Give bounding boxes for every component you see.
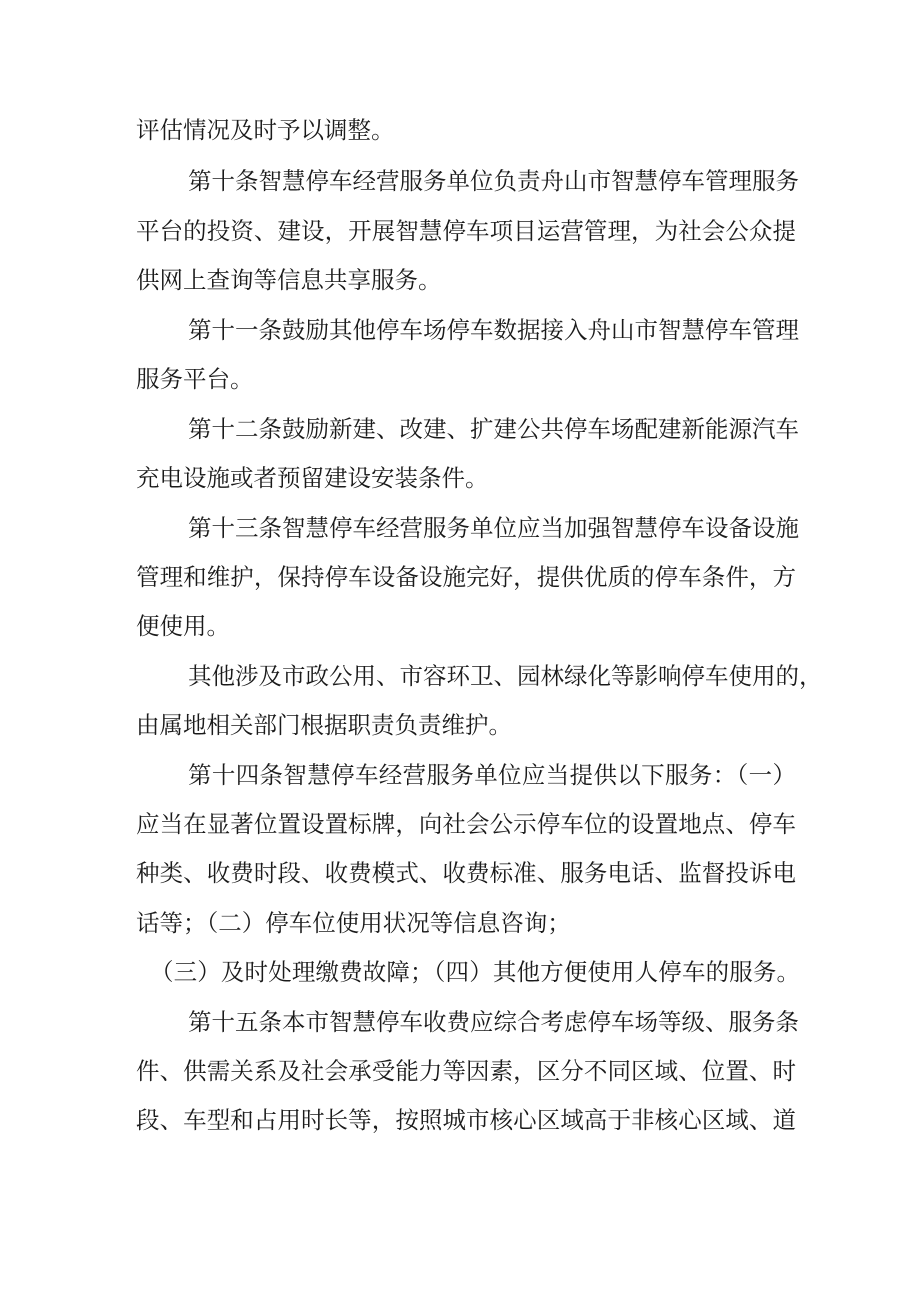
- text-line: （三）及时处理缴费故障；（四）其他方便使用人停车的服务。: [150, 958, 800, 986]
- text-line: 第十三条智慧停车经营服务单位应当加强智慧停车设备设施: [188, 514, 799, 542]
- text-line: 种类、收费时段、收费模式、收费标准、服务电话、监督投诉电: [136, 859, 796, 887]
- text-line: 件、供需关系及社会承受能力等因素，区分不同区域、位置、时: [136, 1057, 796, 1085]
- text-line: 段、车型和占用时长等，按照城市核心区域高于非核心区域、道: [136, 1106, 796, 1134]
- text-line: 第十四条智慧停车经营服务单位应当提供以下服务：（一）: [188, 761, 796, 789]
- text-line: 平台的投资、建设，开展智慧停车项目运营管理，为社会公众提: [136, 217, 796, 245]
- text-line: 其他涉及市政公用、市容环卫、园林绿化等影响停车使用的，: [188, 662, 823, 690]
- text-line: 便使用。: [136, 612, 230, 640]
- text-line: 第十二条鼓励新建、改建、扩建公共停车场配建新能源汽车: [188, 415, 799, 443]
- text-line: 第十条智慧停车经营服务单位负责舟山市智慧停车管理服务: [188, 167, 799, 195]
- text-line: 应当在显著位置设置标牌，向社会公示停车位的设置地点、停车: [136, 810, 796, 838]
- text-line: 服务平台。: [136, 365, 254, 393]
- text-line: 由属地相关部门根据职责负责维护。: [136, 711, 512, 739]
- text-line: 供网上查询等信息共享服务。: [136, 266, 442, 294]
- text-line: 第十一条鼓励其他停车场停车数据接入舟山市智慧停车管理: [188, 316, 799, 344]
- text-line: 话等；（二）停车位使用状况等信息咨询；: [136, 909, 571, 937]
- text-line: 第十五条本市智慧停车收费应综合考虑停车场等级、服务条: [188, 1008, 799, 1036]
- text-line: 管理和维护，保持停车设备设施完好，提供优质的停车条件，方: [136, 563, 796, 591]
- text-line: 充电设施或者预留建设安装条件。: [136, 464, 489, 492]
- text-line: 评估情况及时予以调整。: [136, 116, 395, 144]
